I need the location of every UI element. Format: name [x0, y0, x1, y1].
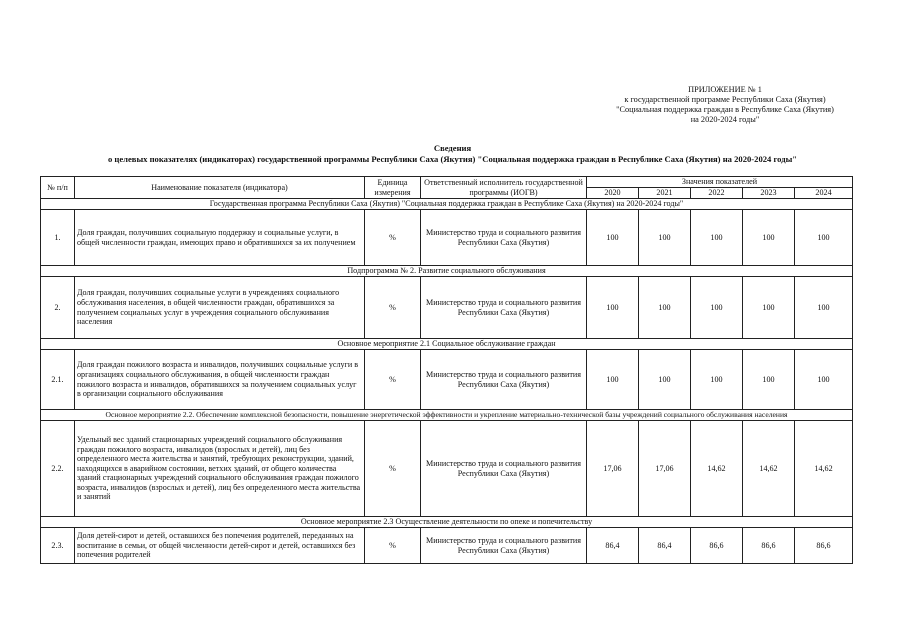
header-year: 2022 — [691, 188, 743, 199]
row-executor: Министерство труда и социального развития Республики Саха (Якутия) — [421, 210, 587, 266]
row-executor: Министерство труда и социального развития Республики Саха (Якутия) — [421, 528, 587, 564]
section-row — [41, 199, 853, 210]
row-executor: Министерство труда и социального развития Республики Саха (Якутия) — [421, 350, 587, 410]
table-row — [41, 421, 853, 517]
row-value: 100 — [795, 210, 853, 266]
row-value: 86,6 — [743, 528, 795, 564]
table-row — [41, 350, 853, 410]
row-value: 14,62 — [795, 421, 853, 517]
header-name: Наименование показателя (индикатора) — [75, 177, 365, 199]
row-value: 86,4 — [587, 528, 639, 564]
row-unit: % — [365, 528, 421, 564]
row-value: 86,6 — [691, 528, 743, 564]
row-name: Доля детей-сирот и детей, оставшихся без попечения родителей, переданных на воспитание в семьи, от общей численности детей-сирот и детей, оставшихся без попечения родителей — [75, 528, 365, 564]
header-executor: Ответственный исполнитель государственной программы (ИОГВ) — [421, 177, 587, 199]
row-name: Доля граждан, получивших социальную поддержку и социальные услуги, в общей численности граждан, имеющих право и обратившихся за их получением — [75, 210, 365, 266]
section-label: Основное мероприятие 2.1 Социальное обслуживание граждан — [41, 339, 853, 350]
row-num: 2. — [41, 277, 75, 339]
indicators-table — [40, 176, 853, 564]
row-num: 2.1. — [41, 350, 75, 410]
row-value: 100 — [691, 210, 743, 266]
title-line-1: Сведения — [433, 143, 472, 153]
header-year: 2020 — [587, 188, 639, 199]
section-label: Основное мероприятие 2.3 Осуществление деятельности по опеке и попечительству — [41, 517, 853, 528]
row-value: 100 — [639, 350, 691, 410]
row-num: 2.3. — [41, 528, 75, 564]
row-value: 17,06 — [639, 421, 691, 517]
row-unit: % — [365, 210, 421, 266]
row-num: 2.2. — [41, 421, 75, 517]
row-executor: Министерство труда и социального развития Республики Саха (Якутия) — [421, 277, 587, 339]
title-line-2: о целевых показателях (индикаторах) государственной программы Республики Саха (Якутия) "Социальная поддержка граждан в Республике Саха (Якутия) на 2020-2024 годы" — [107, 154, 798, 164]
section-label: Основное мероприятие 2.2. Обеспечение комплексной безопасности, повышение энергетической эффективности и укрепление материально-технической базы учреждений социального обслуживания населения — [41, 410, 853, 421]
appendix-line-3: "Социальная поддержка граждан в Республике Саха (Якутия) — [616, 105, 834, 114]
row-value: 100 — [795, 277, 853, 339]
row-value: 100 — [587, 210, 639, 266]
header-year: 2024 — [795, 188, 853, 199]
table-row — [41, 528, 853, 564]
header-values: Значения показателей — [587, 177, 853, 188]
row-value: 100 — [743, 210, 795, 266]
row-value: 86,6 — [795, 528, 853, 564]
header-year: 2021 — [639, 188, 691, 199]
appendix-header — [560, 85, 890, 125]
header-row-1 — [41, 177, 853, 188]
row-value: 100 — [639, 210, 691, 266]
section-label: Подпрограмма № 2. Развитие социального обслуживания — [41, 266, 853, 277]
section-row — [41, 339, 853, 350]
row-executor: Министерство труда и социального развития Республики Саха (Якутия) — [421, 421, 587, 517]
row-value: 100 — [587, 277, 639, 339]
row-value: 100 — [743, 277, 795, 339]
row-value: 86,4 — [639, 528, 691, 564]
section-row — [41, 517, 853, 528]
table-row — [41, 210, 853, 266]
appendix-line-1: ПРИЛОЖЕНИЕ № 1 — [688, 85, 762, 94]
section-row — [41, 266, 853, 277]
row-value: 100 — [587, 350, 639, 410]
table-row — [41, 277, 853, 339]
row-num: 1. — [41, 210, 75, 266]
row-value: 14,62 — [743, 421, 795, 517]
row-value: 100 — [795, 350, 853, 410]
row-value: 100 — [691, 350, 743, 410]
section-label: Государственная программа Республики Саха (Якутия) "Социальная поддержка граждан в Республике Саха (Якутия) на 2020-2024 годы" — [41, 199, 853, 210]
header-unit: Единица измерения — [365, 177, 421, 199]
appendix-line-2: к государственной программе Республики Саха (Якутия) — [624, 95, 826, 104]
header-num: № п/п — [41, 177, 75, 199]
row-unit: % — [365, 350, 421, 410]
row-value: 100 — [691, 277, 743, 339]
row-value: 100 — [639, 277, 691, 339]
row-value: 17,06 — [587, 421, 639, 517]
row-unit: % — [365, 277, 421, 339]
row-unit: % — [365, 421, 421, 517]
row-name: Доля граждан, получивших социальные услуги в учреждениях социального обслуживания населения, в общей численности граждан, обратившихся за получением социальных услуг в учреждения социального обслуживания населения — [75, 277, 365, 339]
row-name: Удельный вес зданий стационарных учреждений социального обслуживания граждан пожилого возраста, инвалидов (взрослых и детей), лиц без определенного места жительства и занятий, требующих реконструкции, зданий, находящихся в аварийном состоянии, ветхих зданий, от общего количества зданий стационарных учреждений социального обслуживания граждан пожилого возраста, инвалидов (взрослых и детей), лиц без определенного места жительства и занятий — [75, 421, 365, 517]
row-name: Доля граждан пожилого возраста и инвалидов, получивших социальные услуги в организациях социального обслуживания, в общей численности граждан пожилого возраста и инвалидов, обратившихся за получением социальных услуг в организации социального обслуживания — [75, 350, 365, 410]
header-year: 2023 — [743, 188, 795, 199]
section-row — [41, 410, 853, 421]
row-value: 100 — [743, 350, 795, 410]
document-title — [0, 143, 905, 165]
row-value: 14,62 — [691, 421, 743, 517]
appendix-line-4: на 2020-2024 годы" — [690, 115, 760, 124]
